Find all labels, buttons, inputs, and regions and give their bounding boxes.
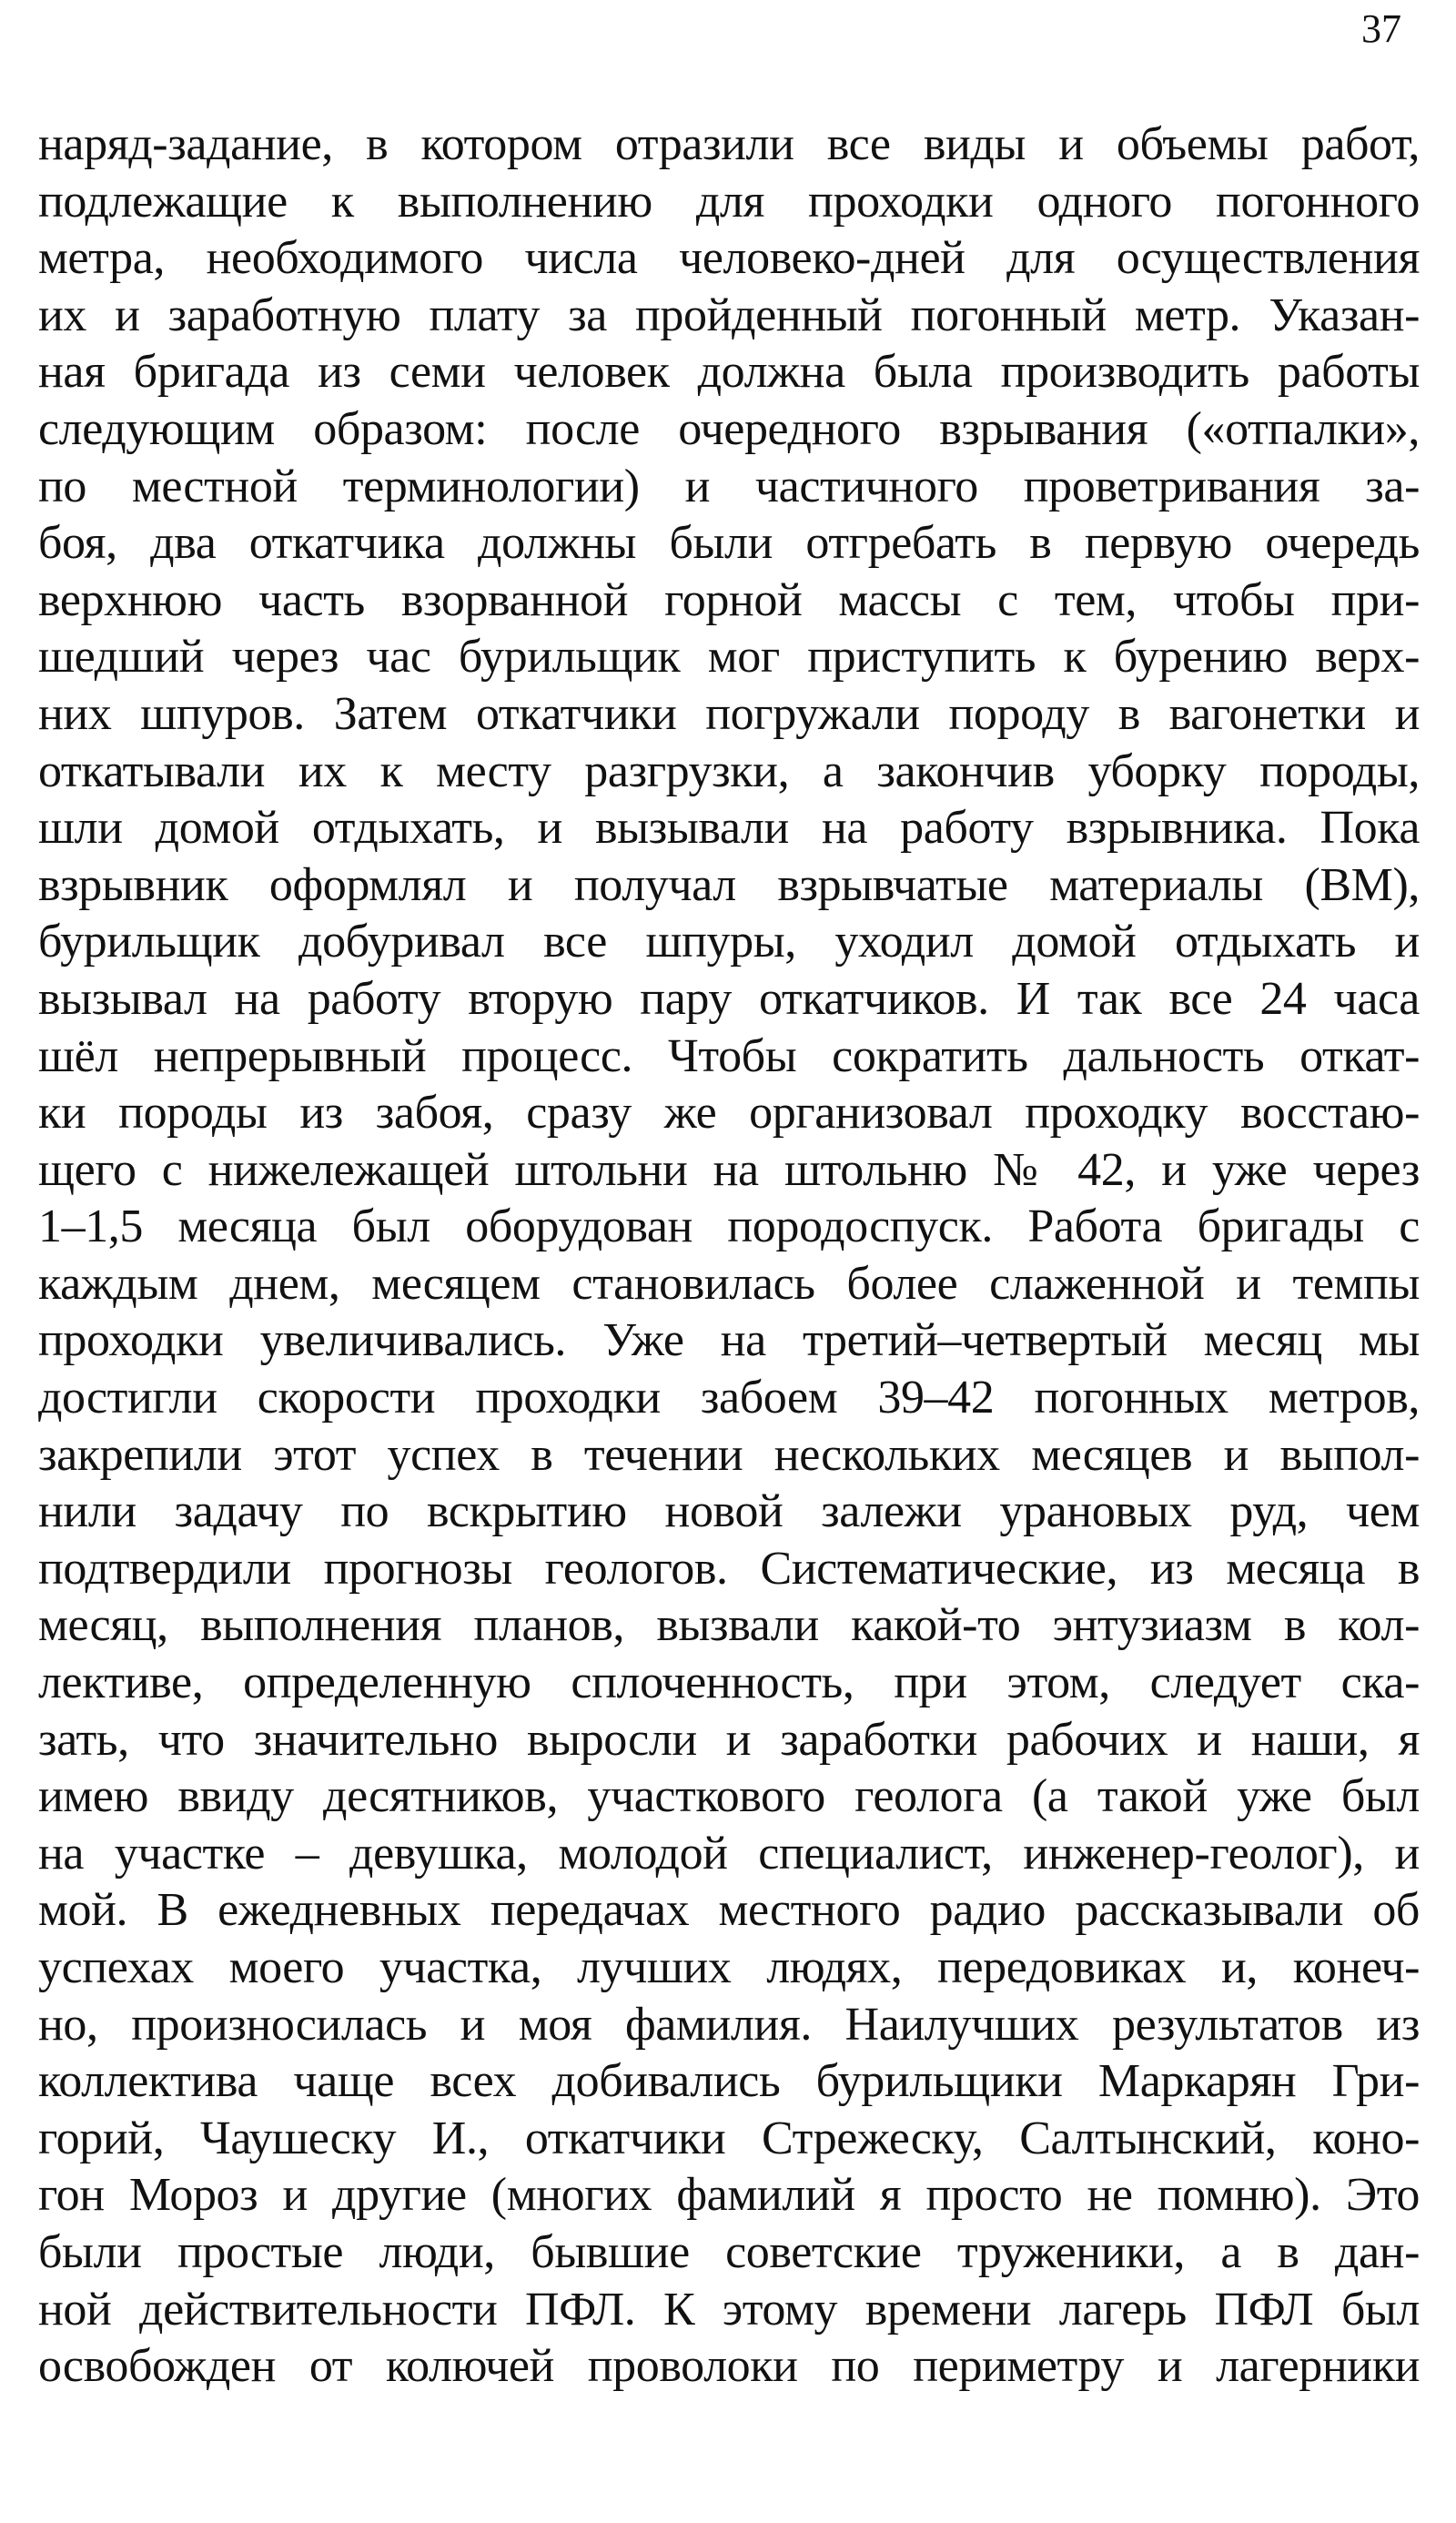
text-line: шли домой отдыхать, и вызывали на работу взрывника. Пока	[38, 802, 1420, 855]
text-line: следующим образом: после очередного взрывания («отпалки»,	[38, 402, 1420, 455]
text-line: но, произносилась и моя фамилия. Наилучших результатов из	[38, 1998, 1420, 2051]
text-line: подлежащие к выполнению для проходки одного погонного	[38, 175, 1420, 228]
text-line: щего с нижележащей штольни на штольню № 42, и уже через	[38, 1143, 1420, 1196]
text-line: бурильщик добуривал все шпуры, уходил домой отдыхать и	[38, 916, 1420, 968]
text-line: ки породы из забоя, сразу же организовал проходку восстаю-	[38, 1087, 1420, 1140]
text-line: ной действительности ПФЛ. К этому времени лагерь ПФЛ был	[38, 2283, 1420, 2336]
text-line: них шпуров. Затем откатчики погружали породу в вагонетки и	[38, 687, 1420, 740]
text-line: успехах моего участка, лучших людях, передовиках и, конеч-	[38, 1941, 1420, 1993]
text-line: подтвердили прогнозы геологов. Систематические, из месяца в	[38, 1542, 1420, 1595]
body-text	[38, 117, 1420, 2396]
text-line: нили задачу по вскрытию новой залежи урановых руд, чем	[38, 1485, 1420, 1538]
text-line: зать, что значительно выросли и заработки рабочих и наши, я	[38, 1713, 1420, 1766]
text-line: вызывал на работу вторую пару откатчиков. И так все 24 часа	[38, 972, 1420, 1025]
text-line: верхнюю часть взорванной горной массы с тем, чтобы при-	[38, 573, 1420, 626]
text-line: на участке – девушка, молодой специалист, инженер-геолог), и	[38, 1827, 1420, 1880]
text-line: проходки увеличивались. Уже на третий–четвертый месяц мы	[38, 1314, 1420, 1367]
text-line: ная бригада из семи человек должна была производить работы	[38, 346, 1420, 399]
text-line: взрывник оформлял и получал взрывчатые материалы (ВМ),	[38, 858, 1420, 911]
text-line: по местной терминологии) и частичного проветривания за-	[38, 460, 1420, 512]
text-line: месяц, выполнения планов, вызвали какой-то энтузиазм в кол-	[38, 1599, 1420, 1652]
text-line: лективе, определенную сплоченность, при этом, следует ска-	[38, 1657, 1420, 1709]
text-line: наряд-задание, в котором отразили все виды и объемы работ,	[38, 118, 1420, 170]
text-line: 1–1,5 месяца был оборудован породоспуск. Работа бригады с	[38, 1201, 1420, 1253]
text-line: метра, необходимого числа человеко-дней для осуществления	[38, 232, 1420, 285]
text-line: их и заработную плату за пройденный погонный метр. Указан-	[38, 289, 1420, 341]
text-line: шёл непрерывный процесс. Чтобы сократить дальность откат-	[38, 1029, 1420, 1082]
text-line: коллектива чаще всех добивались бурильщики Маркарян Гри-	[38, 2055, 1420, 2108]
text-line: горий, Чаушеску И., откатчики Стрежеску, Салтынский, коно-	[38, 2112, 1420, 2164]
page-number: 37	[1361, 6, 1401, 51]
text-line: были простые люди, бывшие советские труженики, а в дан-	[38, 2225, 1420, 2278]
text-line: каждым днем, месяцем становилась более слаженной и темпы	[38, 1257, 1420, 1310]
text-line: освобожден от колючей проволоки по периметру и лагерники	[38, 2340, 1420, 2393]
text-line: гон Мороз и другие (многих фамилий я просто не помню). Это	[38, 2169, 1420, 2222]
text-line: откатывали их к месту разгрузки, а закончив уборку породы,	[38, 745, 1420, 797]
text-line: шедший через час бурильщик мог приступить к бурению верх-	[38, 631, 1420, 684]
text-line: достигли скорости проходки забоем 39–42 погонных метров,	[38, 1372, 1420, 1424]
text-line: имею ввиду десятников, участкового геолога (а такой уже был	[38, 1770, 1420, 1823]
text-line: закрепили этот успех в течении нескольких месяцев и выпол-	[38, 1428, 1420, 1481]
text-line: боя, два откатчика должны были отгребать в первую очередь	[38, 517, 1420, 570]
text-line: мой. В ежедневных передачах местного радио рассказывали об	[38, 1884, 1420, 1937]
